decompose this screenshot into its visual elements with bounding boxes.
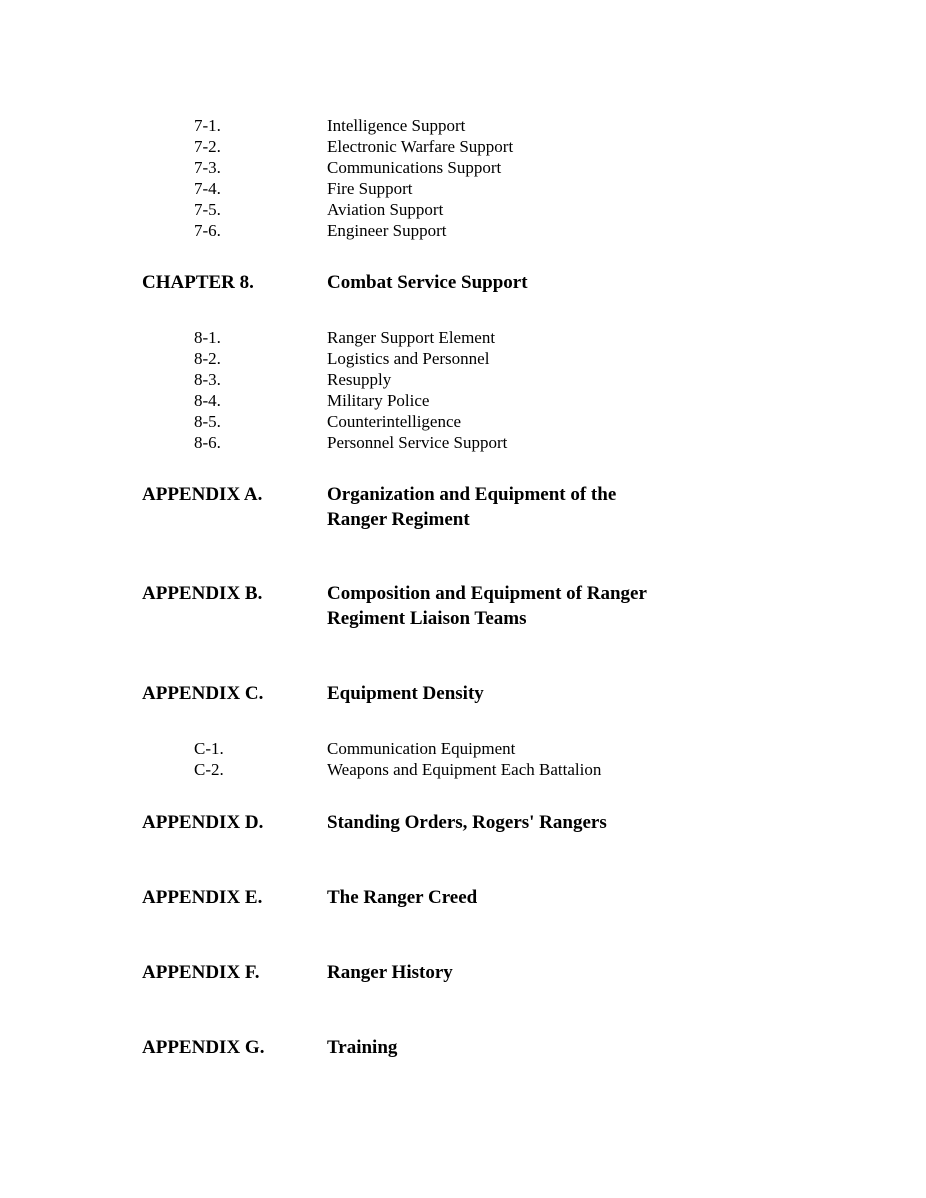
- chapter-label: CHAPTER 8.: [142, 272, 254, 293]
- chapter-title: Combat Service Support: [327, 272, 528, 293]
- item-number: 7-5.: [194, 200, 221, 219]
- item-number: 7-4.: [194, 179, 221, 198]
- appendix-label: APPENDIX F.: [142, 962, 260, 983]
- appendix-label: APPENDIX G.: [142, 1037, 265, 1058]
- item-title: Counterintelligence: [327, 412, 462, 431]
- appendix-label: APPENDIX B.: [142, 583, 263, 604]
- appendix-label: APPENDIX E.: [142, 887, 263, 908]
- item-title: Military Police: [327, 391, 430, 410]
- appendix-label: APPENDIX D.: [142, 812, 264, 833]
- item-title: Communications Support: [327, 158, 502, 177]
- appendix-title-line-1: Organization and Equipment of the: [327, 484, 617, 505]
- item-title: Resupply: [327, 370, 392, 389]
- appendix-title: [327, 581, 647, 631]
- item-number: C-2.: [194, 760, 224, 779]
- appendix-title: [327, 482, 616, 532]
- appendix-title-line-2: Ranger Regiment: [327, 509, 470, 530]
- item-title: Electronic Warfare Support: [327, 137, 514, 156]
- appendix-title: The Ranger Creed: [327, 887, 478, 908]
- item-number: 7-1.: [194, 116, 221, 135]
- item-title: Intelligence Support: [327, 116, 466, 135]
- item-number: 8-1.: [194, 328, 221, 347]
- appendix-title: Standing Orders, Rogers' Rangers: [327, 812, 607, 833]
- item-number: 8-5.: [194, 412, 221, 431]
- item-number: 8-2.: [194, 349, 221, 368]
- item-title: Logistics and Personnel: [327, 349, 490, 368]
- item-title: Personnel Service Support: [327, 433, 508, 452]
- item-title: Ranger Support Element: [327, 328, 496, 347]
- item-number: 8-3.: [194, 370, 221, 389]
- appendix-title: Ranger History: [327, 962, 453, 983]
- appendix-label: APPENDIX A.: [142, 484, 263, 505]
- item-number: 7-2.: [194, 137, 221, 156]
- item-title: Communication Equipment: [327, 739, 516, 758]
- appendix-title: Equipment Density: [327, 683, 484, 704]
- appendix-title-line-1: Composition and Equipment of Ranger: [327, 583, 647, 604]
- appendix-label: APPENDIX C.: [142, 683, 264, 704]
- item-title: Aviation Support: [327, 200, 444, 219]
- item-number: 8-4.: [194, 391, 221, 410]
- item-number: 7-6.: [194, 221, 221, 240]
- item-title: Weapons and Equipment Each Battalion: [327, 760, 602, 779]
- item-title: Fire Support: [327, 179, 413, 198]
- appendix-title-line-2: Regiment Liaison Teams: [327, 608, 527, 629]
- item-number: 8-6.: [194, 433, 221, 452]
- item-number: C-1.: [194, 739, 224, 758]
- appendix-title: Training: [327, 1037, 398, 1058]
- item-title: Engineer Support: [327, 221, 447, 240]
- item-number: 7-3.: [194, 158, 221, 177]
